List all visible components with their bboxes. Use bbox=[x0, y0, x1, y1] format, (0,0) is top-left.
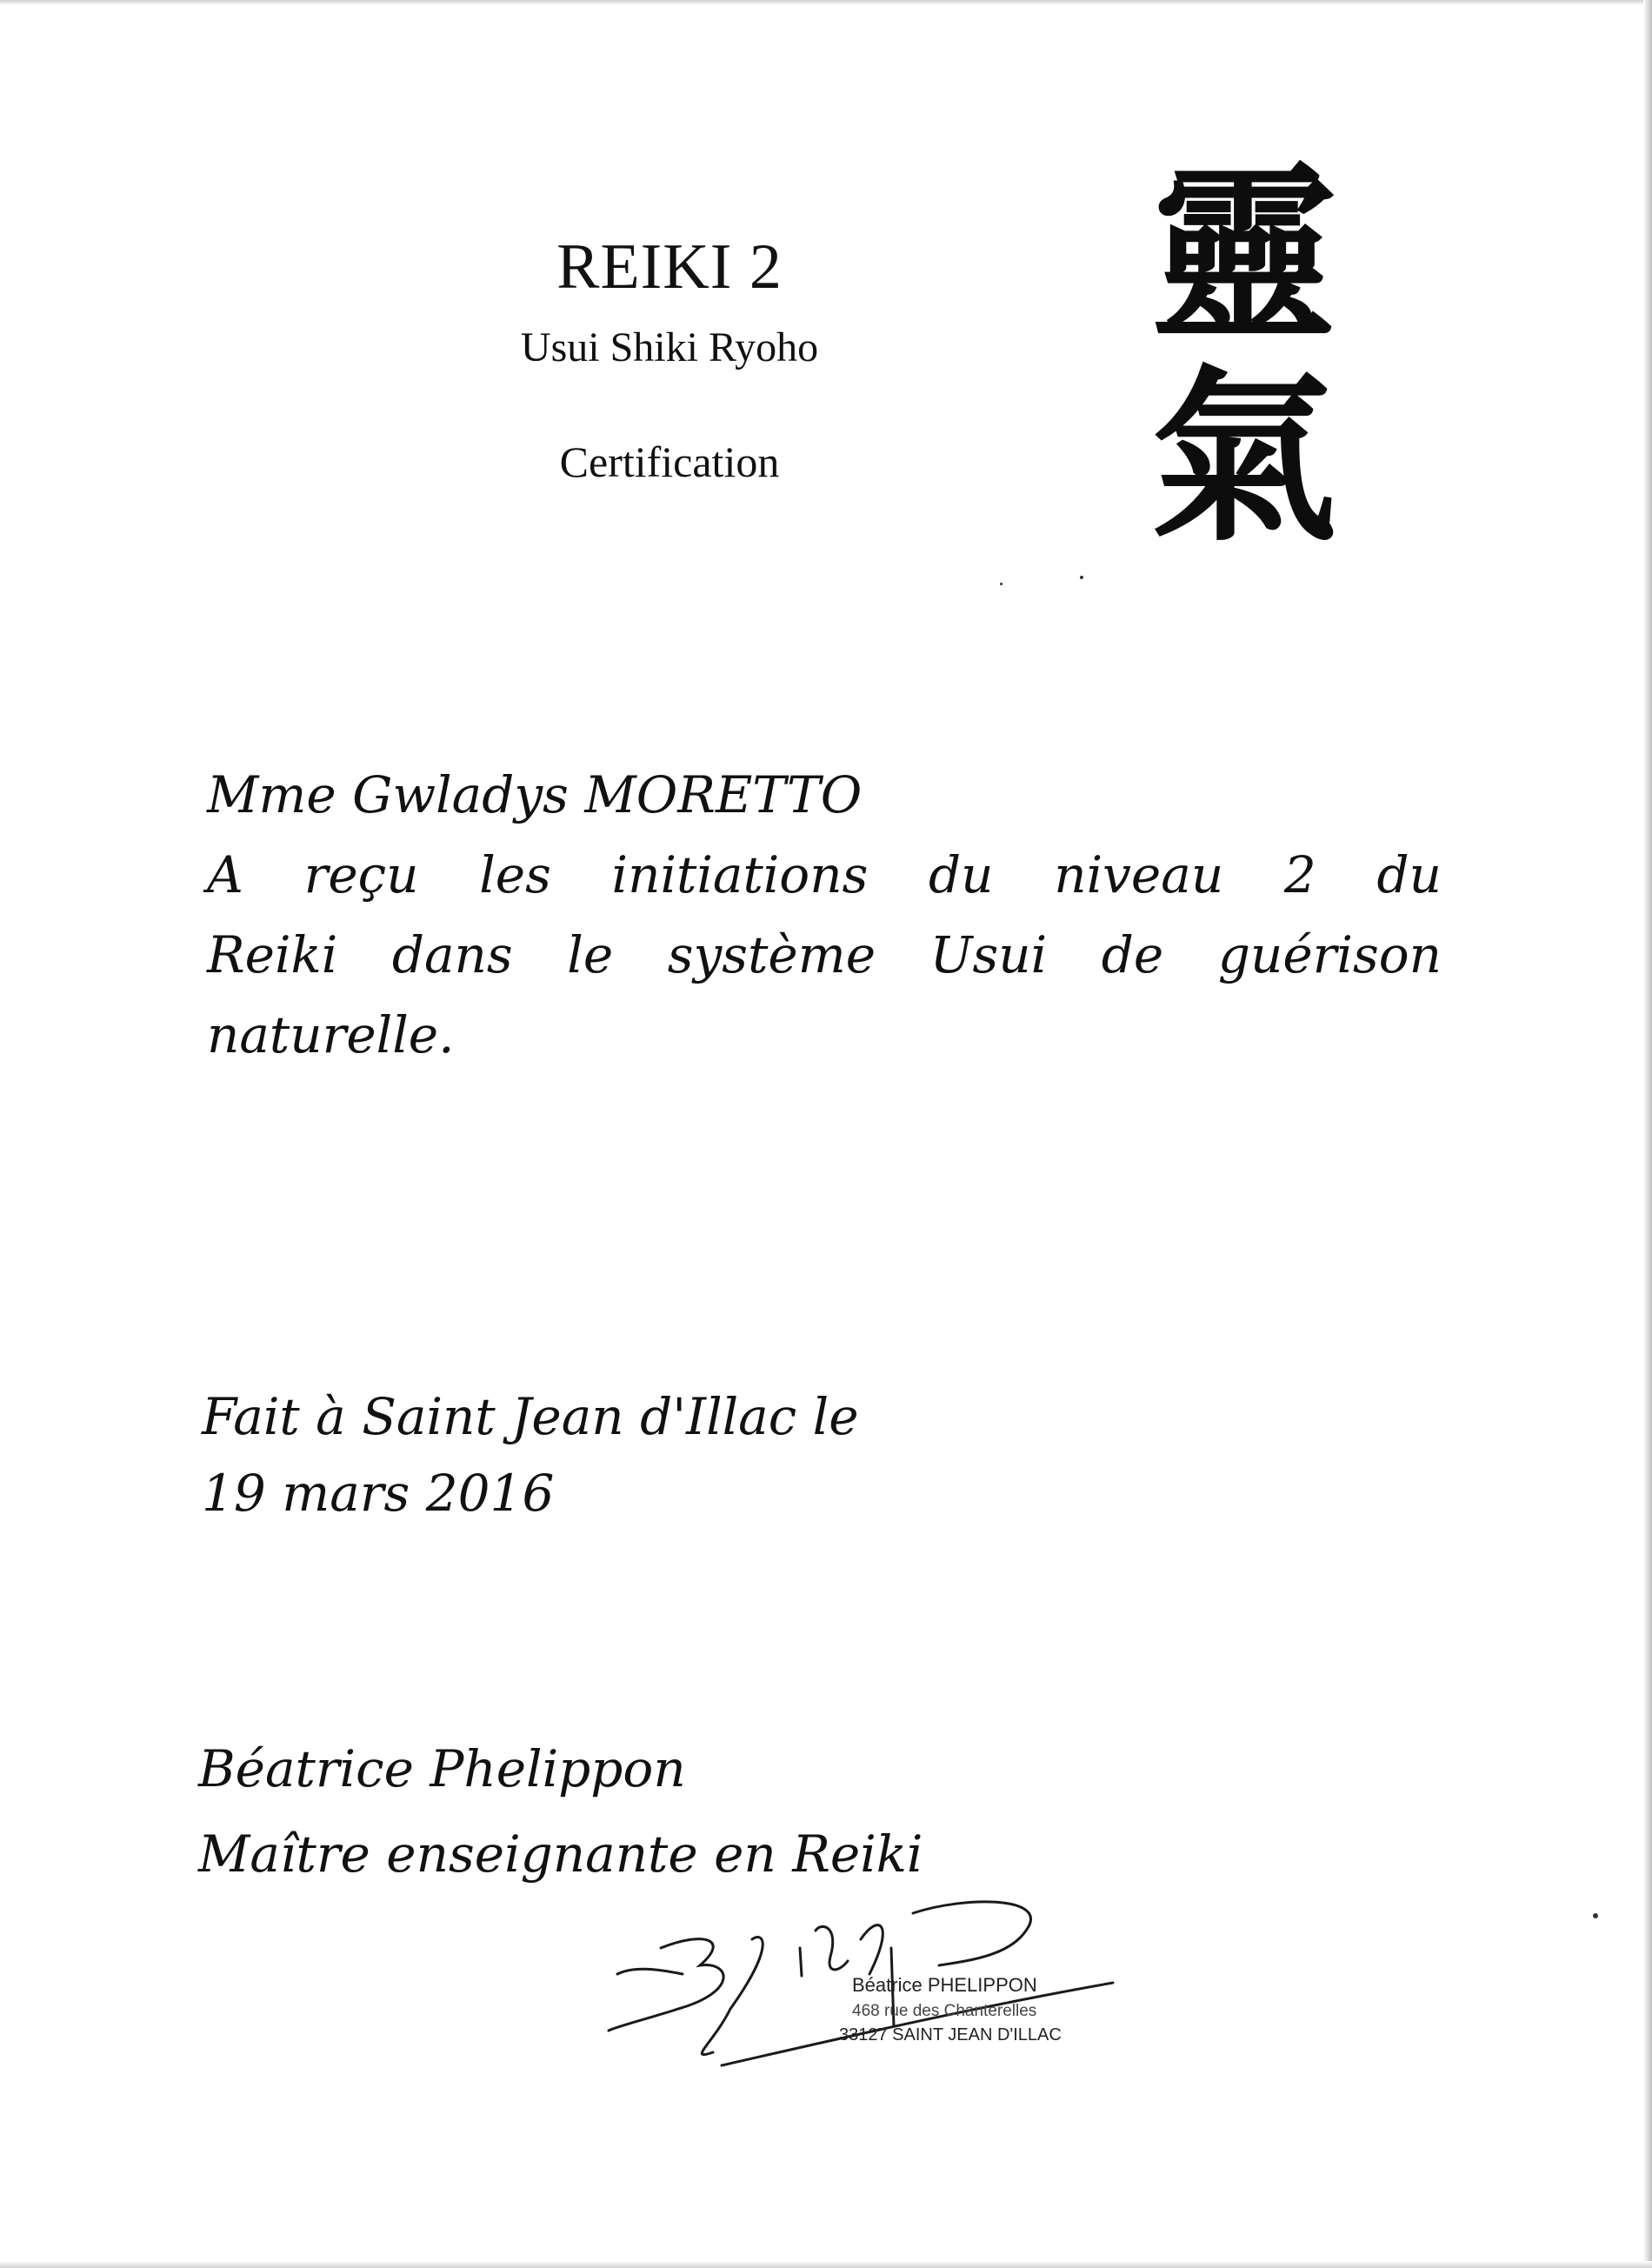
signer-role: Maître enseignante en Reiki bbox=[198, 1824, 923, 1884]
speck bbox=[1080, 576, 1083, 579]
certificate-header bbox=[409, 231, 930, 486]
certificate-title: REIKI 2 bbox=[556, 231, 783, 303]
stamp-city: 33127 SAINT JEAN D'ILLAC bbox=[839, 2025, 1062, 2045]
speck bbox=[1000, 583, 1003, 585]
certification-label: Certification bbox=[559, 437, 780, 486]
recipient-statement bbox=[207, 755, 1442, 1075]
signer-block bbox=[198, 1726, 923, 1897]
page-edge-right bbox=[1643, 0, 1652, 2268]
signer-name: Béatrice Phelippon bbox=[198, 1739, 686, 1798]
kanji-rei: 靈 bbox=[1149, 144, 1337, 364]
statement-line-3: naturelle. bbox=[207, 1005, 455, 1064]
statement-line-2: Reiki dans le système Usui de guérison bbox=[207, 925, 1442, 984]
place-and-date bbox=[202, 1378, 859, 1531]
stamp-name: Béatrice PHELIPPON bbox=[852, 1974, 1037, 1996]
signature-stamp bbox=[600, 1878, 1156, 2087]
date-line: 19 mars 2016 bbox=[202, 1464, 555, 1523]
reiki-kanji bbox=[1148, 144, 1339, 567]
place-line: Fait à Saint Jean d'Illac le bbox=[202, 1387, 859, 1446]
kanji-ki: 氣 bbox=[1149, 347, 1337, 567]
page-edge-top bbox=[0, 0, 1652, 5]
page-edge-bottom bbox=[0, 2261, 1652, 2268]
certificate-subtitle: Usui Shiki Ryoho bbox=[520, 324, 819, 370]
statement-line-1: A reçu les initiations du niveau 2 du bbox=[207, 845, 1442, 904]
recipient-name: Mme Gwladys MORETTO bbox=[207, 765, 863, 824]
speck bbox=[1593, 1913, 1598, 1918]
stamp-street: 468 rue des Chanterelles bbox=[852, 2002, 1037, 2020]
